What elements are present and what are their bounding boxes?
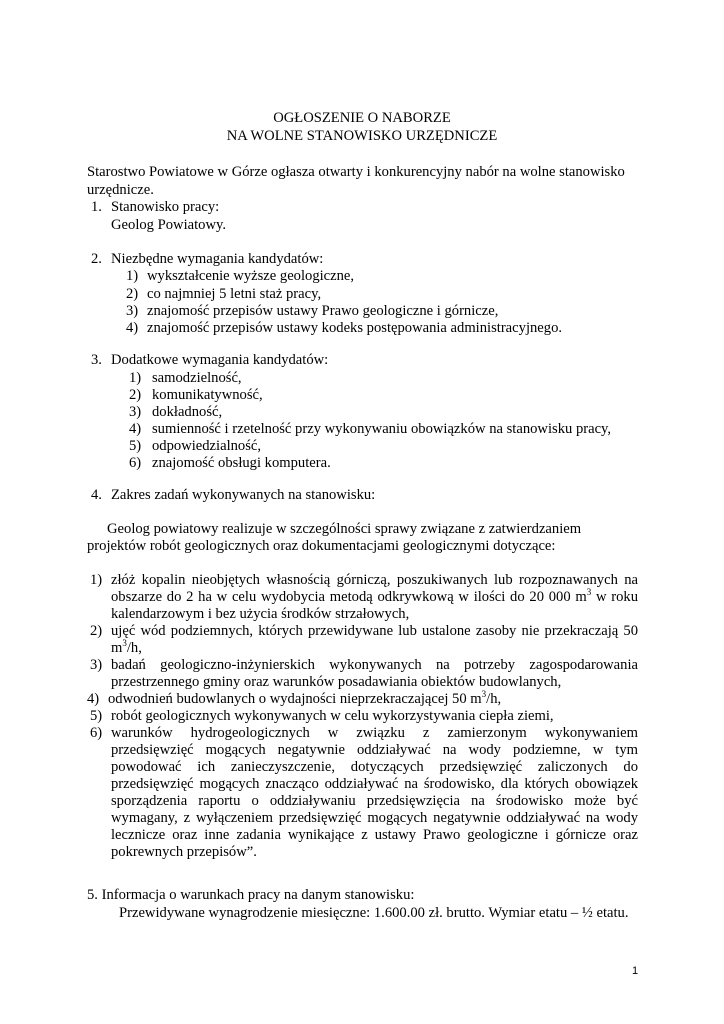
list-item: znajomość przepisów ustawy Prawo geologiczne i górnicze, [147,303,499,319]
list-item: sumienność i rzetelność przy wykonywaniu obowiązków na stanowisku pracy, [152,421,612,437]
task-line: przestrzennego gminy oraz warunków posadawiania obiektów budowlanych, [111,674,562,690]
task-line: ujęć wód podziemnych, których przewidywane lub ustalone zasoby nie przekraczają 50 [111,623,638,639]
task-line: obszarze do 2 ha w celu wydobycia metodą odkrywkową w ilości do 20 000 $m^3$ w roku [111,587,638,605]
task-number: 4) [87,691,100,707]
task-line: robót geologicznych wykonywanych w celu wykorzystywania ciepła ziemi, [111,708,554,724]
task-line: przedsięwzięć mogących znacząco oddziaływać na środowisko, dla których obowiązek [111,776,638,792]
task-number: 1) [90,572,103,588]
section2-heading: Niezbędne wymagania kandydatów: [111,251,324,267]
task-line: wymagany, z wyłączeniem przedsięwzięć mogących negatywnie oddziaływać na wody [111,810,638,826]
task-line: złóż kopalin nieobjętych własnością górniczą, poszukiwanych lub rozpoznawanych na [111,572,638,588]
task-line: kalendarzowym i bez użycia środków strzałowych, [111,606,410,622]
intro-line1: Starostwo Powiatowe w Górze ogłasza otwarty i konkurencyjny nabór na wolne stanowisko [87,164,625,180]
section4-paragraph-line2: projektów robót geologicznych oraz dokumentacjami geologicznymi dotyczące: [87,538,556,554]
list-item-number: 3) [129,404,142,420]
section1-number: 1. [91,199,102,215]
list-item-number: 3) [126,303,139,319]
list-item-number: 4) [129,421,142,437]
section1-heading: Stanowisko pracy: [111,199,220,215]
section4-number: 4. [91,487,102,503]
task-line: $m^3/h$, [111,638,142,656]
list-item-number: 6) [129,455,142,471]
list-item: komunikatywność, [152,387,263,403]
section4-paragraph-line1: Geolog powiatowy realizuje w szczególności sprawy związane z zatwierdzaniem [107,521,582,537]
section5-text: Przewidywane wynagrodzenie miesięczne: 1.600.00 zł. brutto. Wymiar etatu – ½ etatu. [119,905,629,921]
task-line: lecznicze oraz inne zadania wynikające z ustawy Prawo geologiczne i górnicze oraz [111,827,638,843]
task-number: 5) [90,708,103,724]
announcement-title-line2: NA WOLNE STANOWISKO URZĘDNICZE [226,128,498,144]
list-item-number: 1) [126,268,139,284]
list-item: wykształcenie wyższe geologiczne, [147,268,355,284]
list-item: znajomość obsługi komputera. [152,455,331,471]
section3-heading: Dodatkowe wymagania kandydatów: [111,352,329,368]
task-number: 2) [90,623,103,639]
list-item: co najmniej 5 letni staż pracy, [147,286,322,302]
task-line: powodować ich zanieczyszczenie, dotyczących przedsięwzięć zaliczonych do [111,759,638,775]
section4-heading: Zakres zadań wykonywanych na stanowisku: [111,487,376,503]
announcement-title-line1: OGŁOSZENIE O NABORZE [273,110,451,126]
list-item-number: 2) [126,286,139,302]
task-line: sporządzenia raportu o oddziaływaniu przedsięwzięcia na środowisko może być [111,793,638,809]
list-item: znajomość przepisów ustawy kodeks postępowania administracyjnego. [147,320,563,336]
task-number: 3) [90,657,103,673]
list-item-number: 4) [126,320,139,336]
list-item: samodzielność, [152,370,242,386]
list-item: odpowiedzialność, [152,438,262,454]
task-line: odwodnień budowlanych o wydajności nieprzekraczającej 50 $m^3/h$, [108,689,502,707]
section5-heading: 5. Informacja o warunkach pracy na danym stanowisku: [87,887,415,903]
list-item: dokładność, [152,404,223,420]
page-number: 1 [632,965,639,977]
list-item-number: 2) [129,387,142,403]
intro-line2: urzędnicze. [87,182,154,198]
section1-value: Geolog Powiatowy. [111,217,226,233]
task-number: 6) [90,725,103,741]
task-line: warunków hydrogeologicznych w związku z zamierzonym wykonywaniem [111,725,638,741]
task-line: badań geologiczno-inżynierskich wykonywanych na potrzeby zagospodarowania [111,657,638,673]
list-item-number: 5) [129,438,142,454]
list-item-number: 1) [129,370,142,386]
task-line: przedsięwzięć mogących negatywnie oddziaływać na wody podziemne, w tym [111,742,638,758]
task-line: pokrewnych przepisów”. [111,844,257,860]
section3-number: 3. [91,352,102,368]
section2-number: 2. [91,251,102,267]
